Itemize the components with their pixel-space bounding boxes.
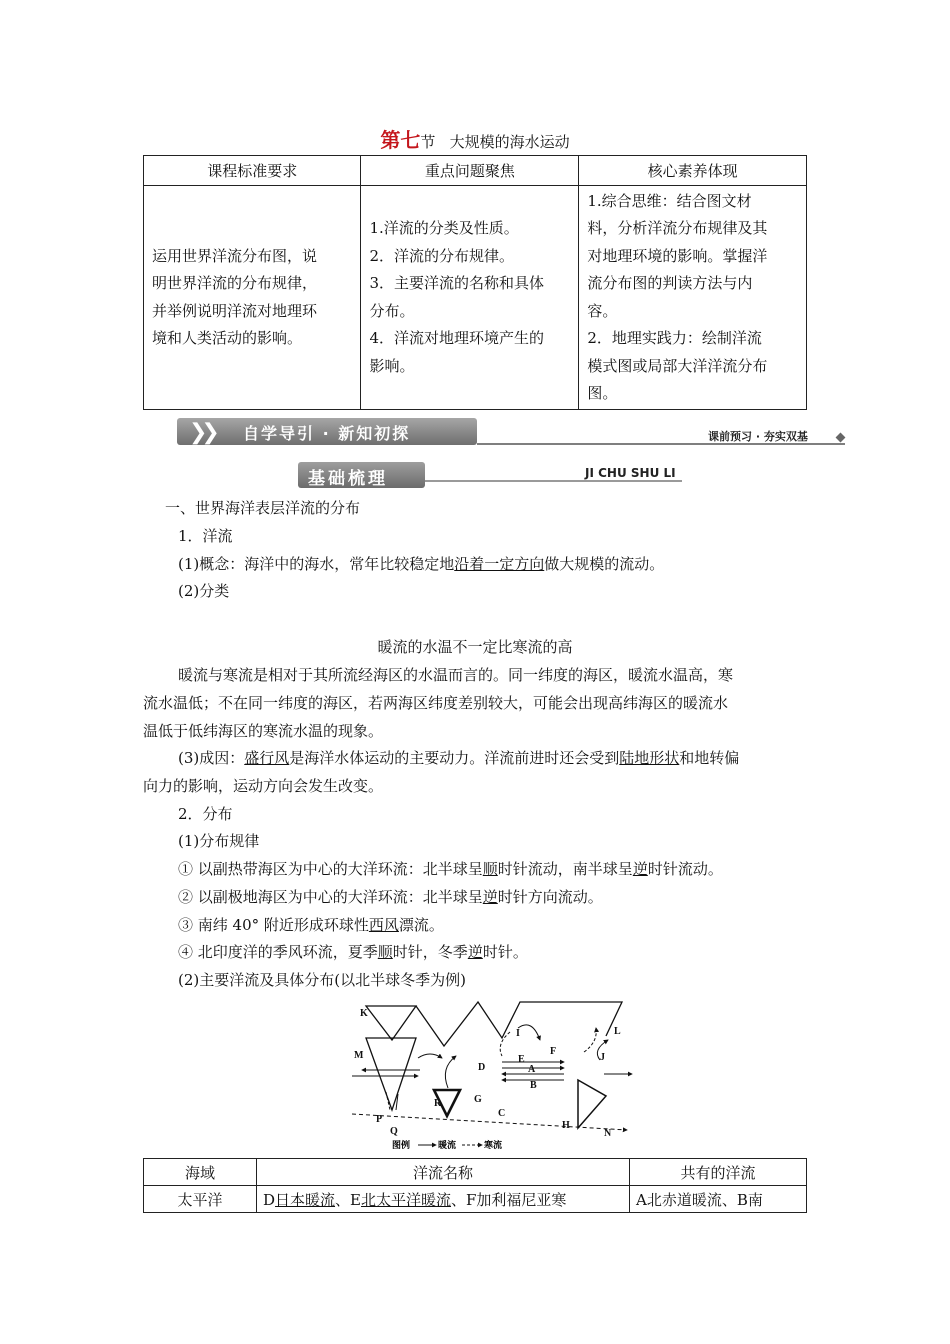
text: ④ 北印度洋的季风环流，夏季 [178,943,378,961]
text-line: 境和人类活动的影响。 [152,329,303,347]
ocean-currents-table [143,1158,807,1213]
svg-text:Q: Q [390,1126,398,1137]
cell-sea: 太平洋 [144,1186,257,1213]
map-legend [392,1139,502,1150]
banner-subtitle: 课前预习 · 夯实双基 [708,430,808,443]
answer-underline: 陆地形状 [619,749,680,767]
header-shared-currents: 共有的洋流 [630,1159,807,1186]
page-title [0,124,950,153]
sub-banner-divider [425,480,682,482]
main-currents-heading: (2)主要洋流及具体分布(以北半球冬季为例) [178,971,466,989]
svg-text:M: M [354,1050,364,1061]
section-name: 大规模的海水运动 [449,133,570,151]
rule-4 [178,941,528,962]
text: (1)概念：海洋中的海水，常年比较稳定地 [178,555,455,573]
svg-text:D: D [478,1062,486,1073]
rule-1 [178,858,723,879]
distribution-heading: 2．分布 [178,805,233,823]
text: 时针。 [482,943,528,961]
text-line: 分布。 [369,301,415,320]
text-line: 4．洋流对地理环境产生的 [369,329,544,347]
text: 漂流。 [398,916,444,934]
svg-text:E: E [518,1054,525,1065]
text: D [263,1190,276,1209]
text-line: 1.综合思维：结合图文材 [587,191,752,210]
header-key-issues: 重点问题聚焦 [361,156,579,186]
text: 时针，冬季 [392,943,468,961]
answer-underline: 西风 [368,916,399,934]
cell-core-literacy [579,186,807,410]
rule-2 [178,886,603,907]
text-line: 模式图或局部大洋洋流分布 [587,356,768,375]
sub-banner [298,462,425,488]
text: (3)成因： [178,749,245,767]
text-line: 2．地理实践力：绘制洋流 [587,329,762,347]
cell-current-names [257,1186,630,1213]
text: ① 以副热带海区为中心的大洋环流：北半球呈 [178,860,483,878]
answer-underline: 逆 [632,860,648,878]
note-line-3: 温低于低纬海区的寒流水温的现象。 [143,722,384,740]
legend-cold: 寒流 [484,1140,503,1150]
text-line: 并举例说明洋流对地理环 [152,301,318,320]
concept-line [178,553,664,574]
cell-course-standard [144,186,361,410]
cause-line [178,747,739,768]
answer-underline: 北太平洋暖流 [361,1190,452,1209]
note-title: 暖流的水温不一定比寒流的高 [377,638,573,656]
svg-text:G: G [474,1094,482,1105]
section-banner [177,418,477,445]
text-line: 2．洋流的分布规律。 [369,246,514,265]
header-sea: 海域 [144,1159,257,1186]
heading-1: 一、世界海洋表层洋流的分布 [165,499,361,517]
rule-heading: (1)分布规律 [178,832,260,850]
current-labels [354,1008,621,1139]
text-line: 图。 [587,384,618,402]
banner-title: 自学导引 · 新知初探 [243,424,411,443]
text-line: 运用世界洋流分布图，说 [152,246,318,265]
sub-banner-pinyin: JI CHU SHU LI [585,466,676,480]
svg-text:N: N [604,1128,612,1139]
text-line: 对地理环境的影响。掌握洋 [587,246,768,265]
ocean-current-diagram [352,998,634,1153]
classify-line: (2)分类 [178,582,230,600]
svg-text:F: F [550,1046,557,1057]
note-line-2: 流水温低；不在同一纬度的海区，若两海区纬度差别较大，可能会出现高纬海区的暖流水 [143,694,729,712]
text: 和地转偏 [679,749,740,767]
header-course-standard: 课程标准要求 [144,156,361,186]
svg-text:R: R [434,1098,442,1109]
header-current-name: 洋流名称 [257,1159,630,1186]
text-line: 明世界洋流的分布规律， [152,274,318,292]
text-line: 1.洋流的分类及性质。 [369,219,519,237]
svg-text:I: I [516,1028,520,1039]
cell-key-issues [361,186,579,410]
text: 做大规模的流动。 [544,555,665,573]
double-chevron-icon: ❯❯ [189,420,214,445]
svg-text:H: H [562,1120,570,1131]
text-line: 影响。 [369,356,415,375]
text-line: 流分布图的判读方法与内 [587,274,753,292]
svg-text:P: P [376,1114,383,1125]
svg-text:K: K [360,1008,368,1019]
text-line: 料，分析洋流分布规律及其 [587,219,768,237]
heading-2: 1．洋流 [178,527,233,545]
answer-underline: 顺 [377,943,393,961]
answer-underline: 盛行风 [244,749,290,767]
text: ③ 南纬 40° 附近形成环球性 [178,916,369,934]
text: 、E [335,1190,361,1209]
legend-title: 图例 [392,1140,411,1150]
sub-banner-title: 基础梳理 [308,469,388,489]
text: 时针流动，南半球呈 [497,860,633,878]
answer-underline: 顺 [482,860,498,878]
diamond-icon [836,433,846,443]
text-line: 容。 [587,301,618,320]
text-line: 3．主要洋流的名称和具体 [369,274,544,292]
standards-table [143,155,807,410]
answer-underline: 逆 [467,943,483,961]
text: 时针方向流动。 [497,888,603,906]
text: ② 以副极地海区为中心的大洋环流：北半球呈 [178,888,483,906]
section-number: 第七 [380,128,421,152]
text: 、F加利福尼亚寒 [451,1190,567,1209]
legend-warm: 暖流 [438,1140,457,1150]
svg-text:C: C [498,1108,506,1119]
cell-shared-currents: A北赤道暖流、B南 [630,1186,807,1213]
svg-text:B: B [530,1080,537,1091]
rule-3 [178,914,444,935]
answer-underline: 逆 [482,888,498,906]
note-line-1: 暖流与寒流是相对于其所流经海区的水温而言的。同一纬度的海区，暖流水温高，寒 [178,666,734,684]
answer-underline: 沿着一定方向 [454,555,545,573]
text: 时针流动。 [647,860,723,878]
section-jie: 节 [420,133,436,151]
cause-line-2: 向力的影响，运动方向会发生改变。 [143,777,384,795]
text: 是海洋水体运动的主要动力。洋流前进时还会受到 [289,749,620,767]
header-core-literacy: 核心素养体现 [579,156,807,186]
svg-text:L: L [614,1026,621,1037]
answer-underline: 日本暖流 [275,1190,336,1209]
svg-text:A: A [528,1064,536,1075]
landmass-outlines [366,1002,622,1128]
svg-text:J: J [600,1052,605,1063]
